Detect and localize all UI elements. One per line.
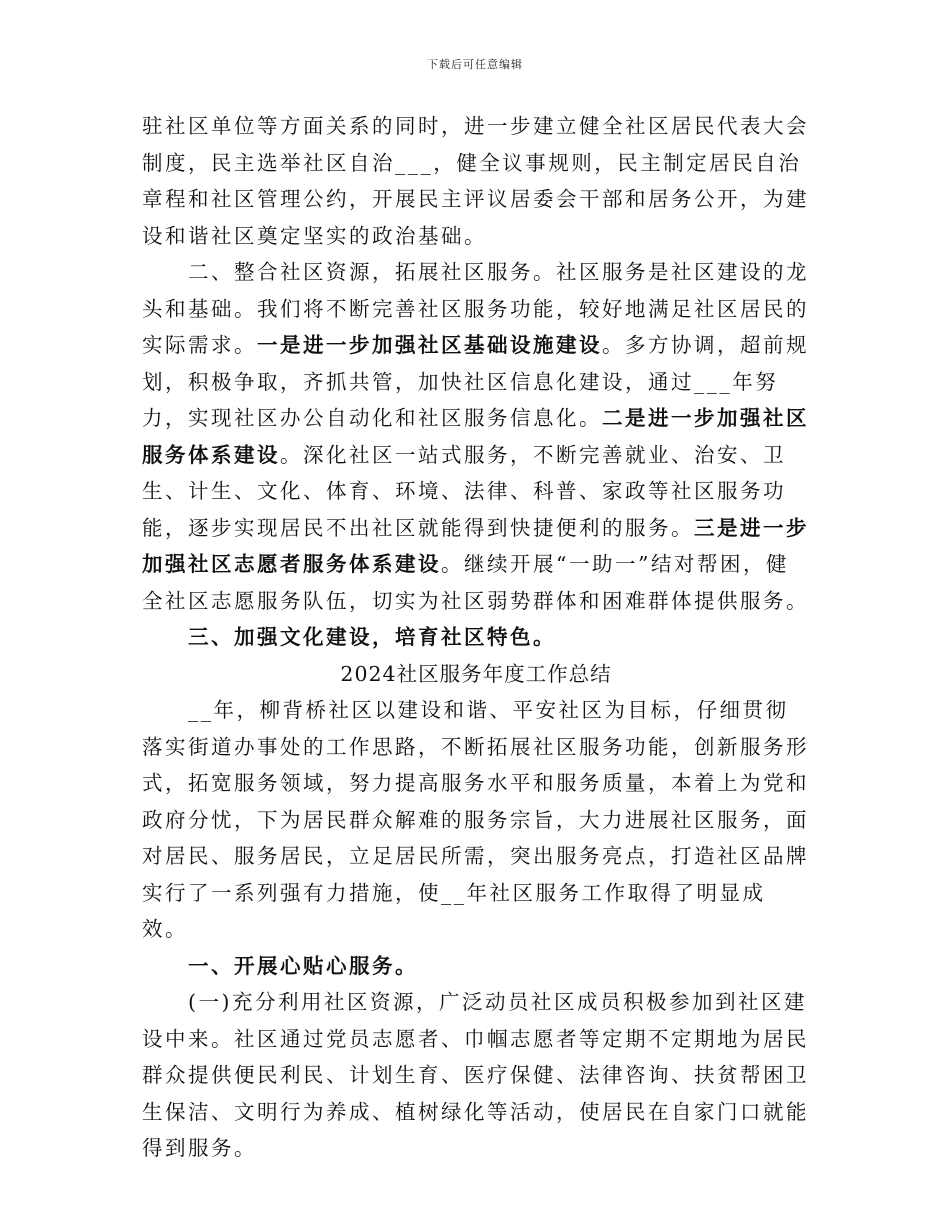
paragraph-2-text-4: 。继续开展“一助一”结对帮困，健全社区志愿服务队伍，切实为社区弱势群体和困难群体提供服务。 [142,552,809,613]
paragraph-2-text-3: 。深化社区一站式服务，不断完善就业、治安、卫生、计生、文化、体育、环境、法律、科普、家政等社区服务功能，逐步实现居民不出社区就能得到快捷便利的服务。 [142,442,786,540]
paragraph-2-text-2: 。多方协调，超前规划，积极争取，齐抓共管，加快社区信息化建设，通过___年努力，实现社区办公自动化和社区服务信息化。 [142,333,809,430]
paragraph-2-bold-3: 三是进一步加强社区志愿者服务体系建设 [142,515,809,576]
document-title: 2024社区服务年度工作总结 [340,661,612,686]
paragraph-2 [142,254,810,619]
paragraph-1: 驻社区单位等方面关系的同时，进一步建立健全社区居民代表大会制度，民主选举社区自治___，健全议事规则，民主制定居民自治章程和社区管理公约，开展民主评议居委会干部和居务公开，为建设和谐社区奠定坚实的政治基础。 [142,114,809,248]
paragraph-2-bold-2: 二是进一步加强社区服务体系建设 [142,406,809,467]
paragraph-4: __年，柳背桥社区以建设和谐、平安社区为目标，仔细贯彻落实街道办事处的工作思路，不断拓展社区服务功能，创新服务形式，拓宽服务领域，努力提高服务水平和服务质量，本着上为党和政府分忧，下为居民群众解难的服务宗旨，大力进展社区服务，面对居民、服务居民，立足居民所需，突出服务亮点，打造社区品牌实行了一系列强有力措施，使__年社区服务工作取得了明显成效。 [142,698,809,941]
paragraph-6: (一)充分利用社区资源，广泛动员社区成员积极参加到社区建设中来。社区通过党员志愿者、巾帼志愿者等定期不定期地为居民群众提供便民利民、计划生育、医疗保健、法律咨询、扶贫帮困卫生保洁、文明行为养成、植树绿化等活动，使居民在自家门口就能得到服务。 [142,990,809,1160]
paragraph-2-bold-1: 一是进一步加强社区基础设施建设 [257,333,602,357]
document-body [142,108,810,1167]
paragraph-2-intro: 二、整合社区资源，拓展社区服务。社区服务是社区建设的龙头和基础。我们将不断完善社区服务功能，较好地满足社区居民的实际需求。 [142,260,809,357]
section-heading-1: 一、开展心贴心服务。 [188,953,418,978]
page-header: 下载后可任意编辑 [427,58,523,71]
section-heading-3: 三、加强文化建设，培育社区特色。 [188,625,556,649]
